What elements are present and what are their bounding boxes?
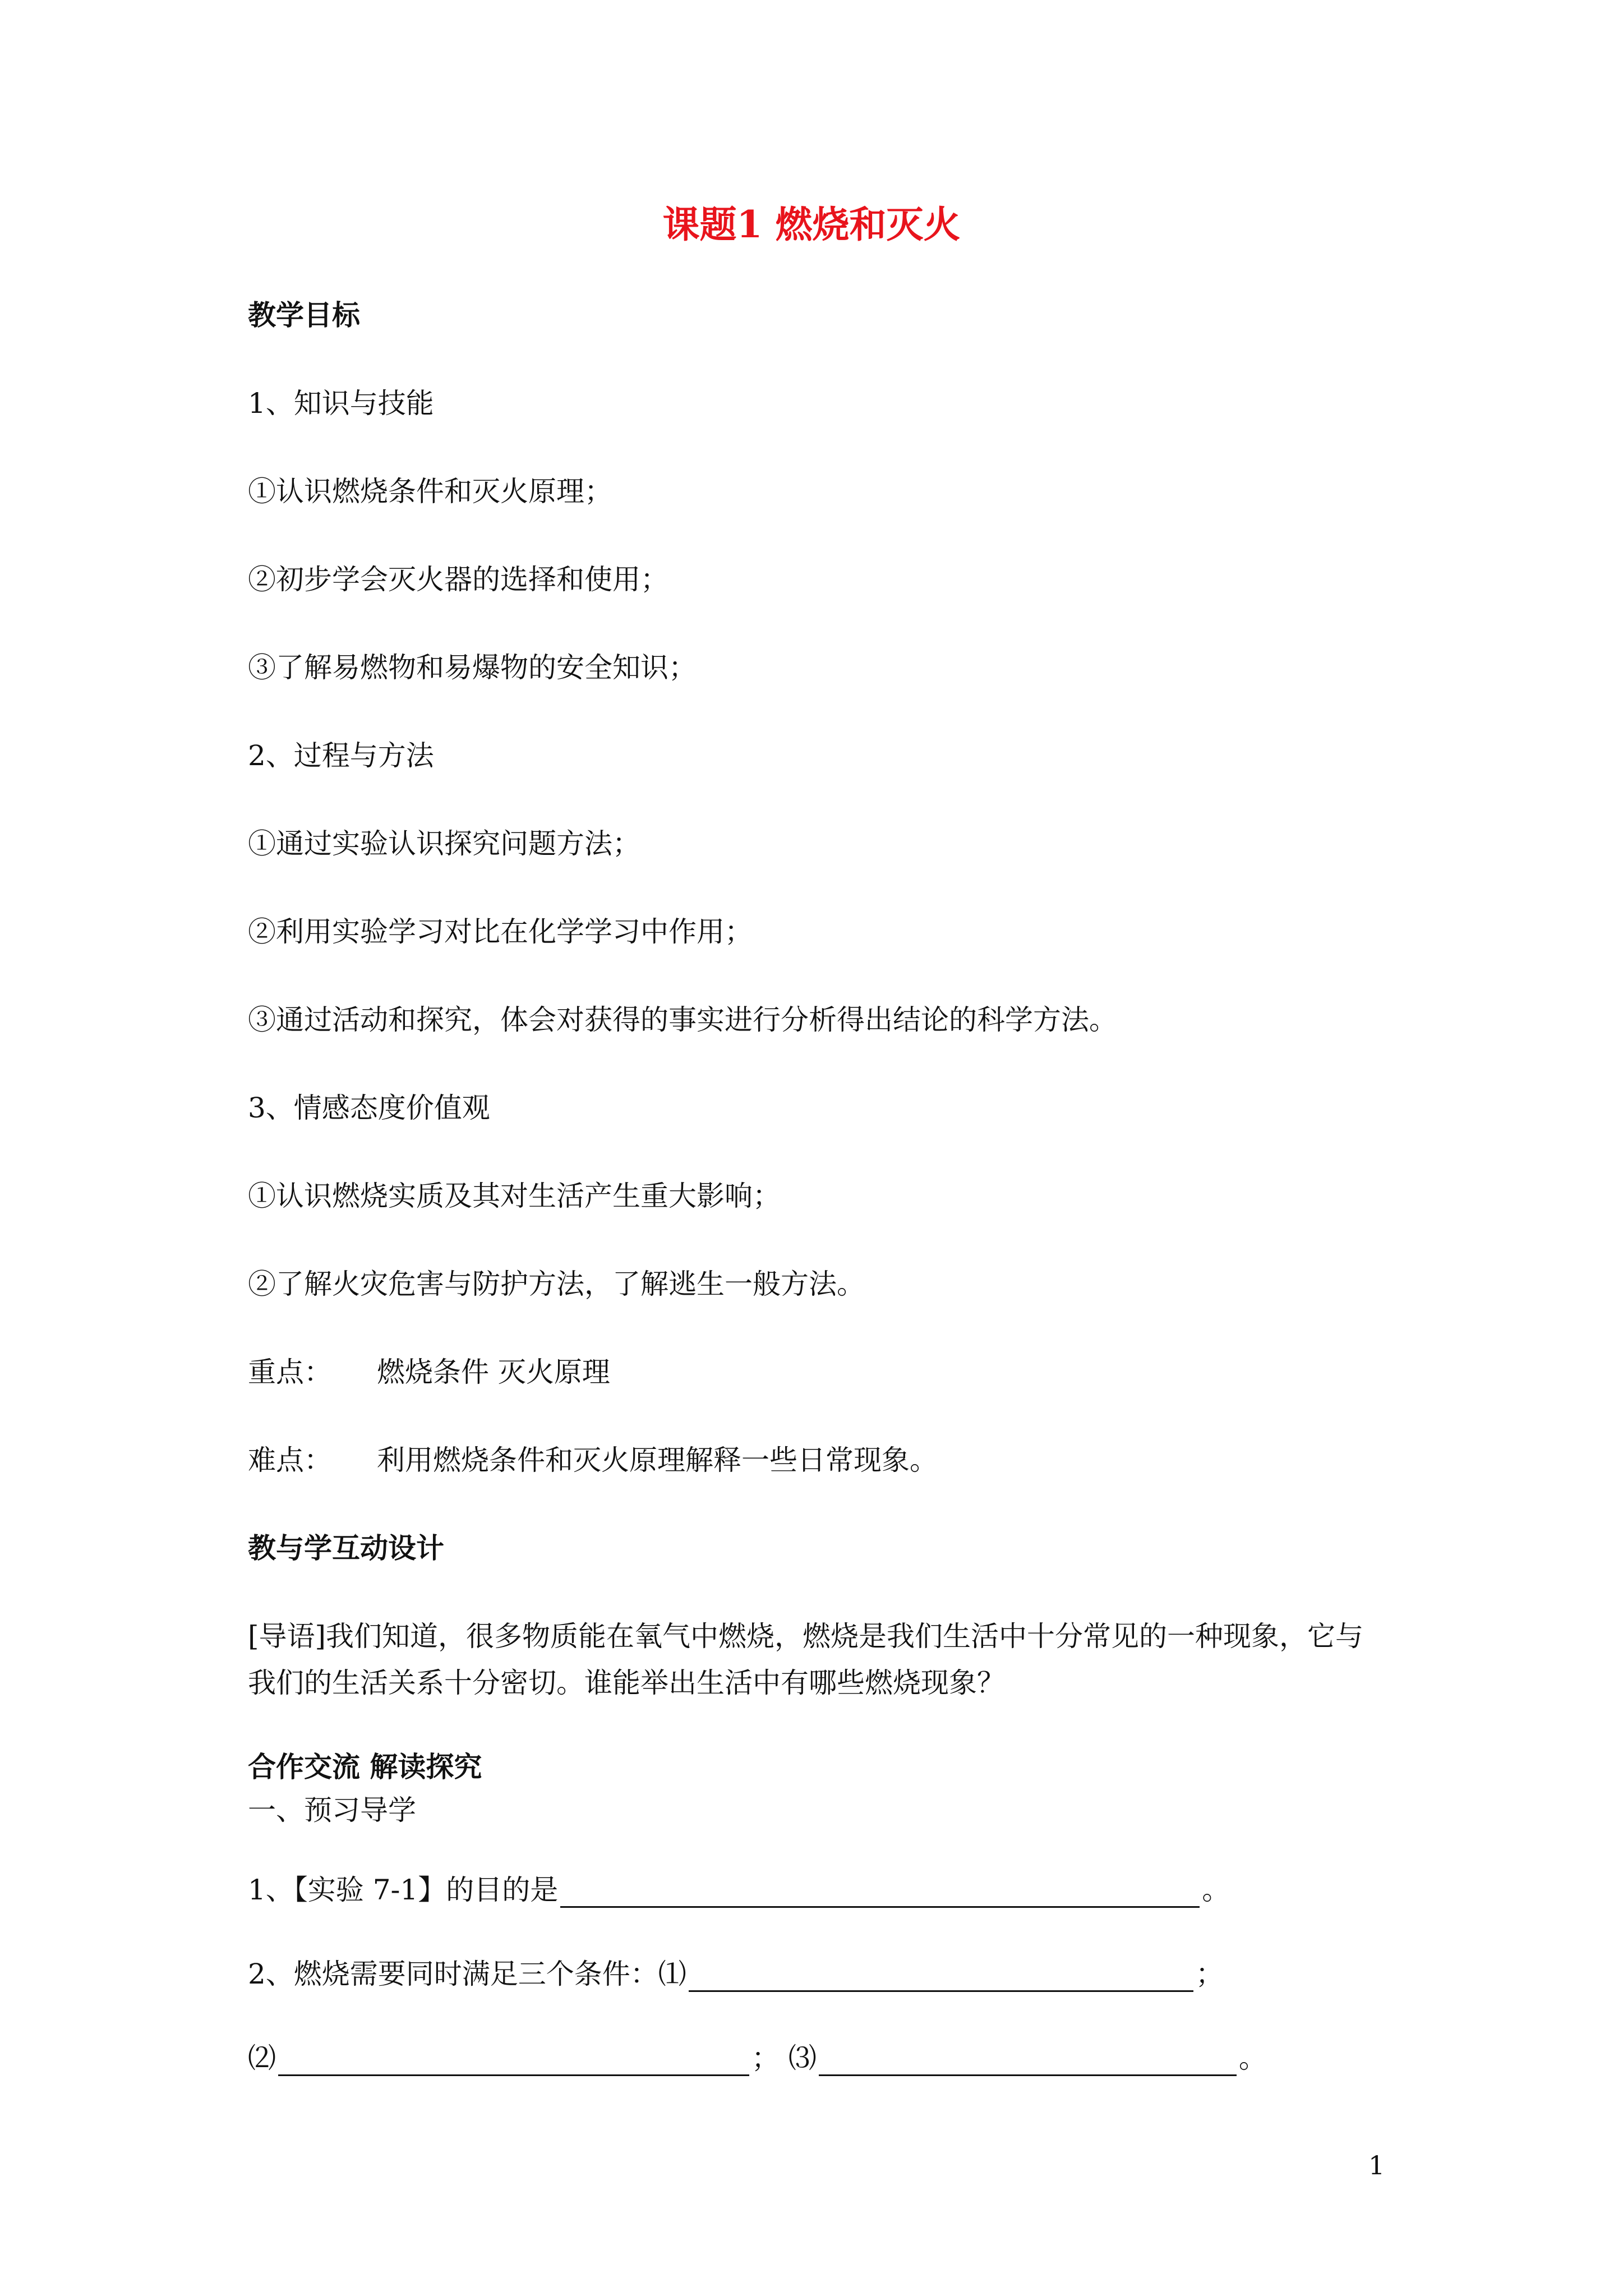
process-item: ③通过活动和探究，体会对获得的事实进行分析得出结论的科学方法。 [248, 1004, 1117, 1036]
difficulty [248, 1442, 938, 1478]
knowledge-heading: 1、知识与技能 [248, 387, 434, 420]
answer-blank[interactable] [689, 1963, 1193, 1992]
question-1 [248, 1872, 1230, 1908]
question-2-prefix: 2、燃烧需要同时满足三个条件：⑴ [248, 1958, 686, 1990]
key-point [248, 1354, 610, 1390]
difficulty-label: 难点： [248, 1444, 332, 1476]
cooperation-heading: 合作交流 解读探究 [248, 1750, 482, 1783]
process-item: ②利用实验学习对比在化学学习中作用； [248, 915, 753, 948]
key-point-text: 燃烧条件 灭火原理 [377, 1356, 610, 1388]
emotion-heading: 3、情感态度价值观 [248, 1092, 490, 1124]
answer-blank[interactable] [819, 2047, 1237, 2076]
objectives-heading: 教学目标 [248, 298, 360, 332]
preview-subheading: 一、预习导学 [248, 1794, 416, 1826]
question-1-prefix: 1、【实验 7-1】的目的是 [248, 1874, 559, 1906]
question-2-continued [248, 2040, 1267, 2076]
knowledge-item: ①认识燃烧条件和灭火原理； [248, 475, 612, 508]
page-number: 1 [1368, 2150, 1385, 2180]
answer-blank[interactable] [278, 2047, 749, 2076]
knowledge-item: ②初步学会灭火器的选择和使用； [248, 563, 668, 596]
key-point-label: 重点： [248, 1356, 332, 1388]
knowledge-item: ③了解易燃物和易爆物的安全知识； [248, 651, 697, 684]
process-item: ①通过实验认识探究问题方法； [248, 827, 640, 860]
process-heading: 2、过程与方法 [248, 739, 434, 772]
question-2 [248, 1956, 1224, 1992]
interaction-heading: 教与学互动设计 [248, 1531, 444, 1565]
emotion-item: ①认识燃烧实质及其对生活产生重大影响； [248, 1180, 781, 1212]
emotion-item: ②了解火灾危害与防护方法，了解逃生一般方法。 [248, 1268, 865, 1300]
answer-blank[interactable] [560, 1879, 1200, 1908]
condition-2-label: ⑵ [248, 2042, 276, 2074]
difficulty-text: 利用燃烧条件和灭火原理解释一些日常现象。 [377, 1444, 938, 1476]
question-2b-suffix: 。 [1238, 2042, 1267, 2074]
document-title: 课题1 燃烧和灭火 [662, 203, 961, 246]
question-1-suffix: 。 [1202, 1874, 1230, 1906]
condition-3-label: ； ⑶ [751, 2042, 817, 2074]
intro-paragraph-line: 我们的生活关系十分密切。谁能举出生活中有哪些燃烧现象？ [248, 1667, 1005, 1699]
question-2-suffix: ； [1195, 1958, 1224, 1990]
intro-paragraph-line: [导语]我们知道，很多物质能在氧气中燃烧，燃烧是我们生活中十分常见的一种现象，它与 [248, 1620, 1364, 1653]
